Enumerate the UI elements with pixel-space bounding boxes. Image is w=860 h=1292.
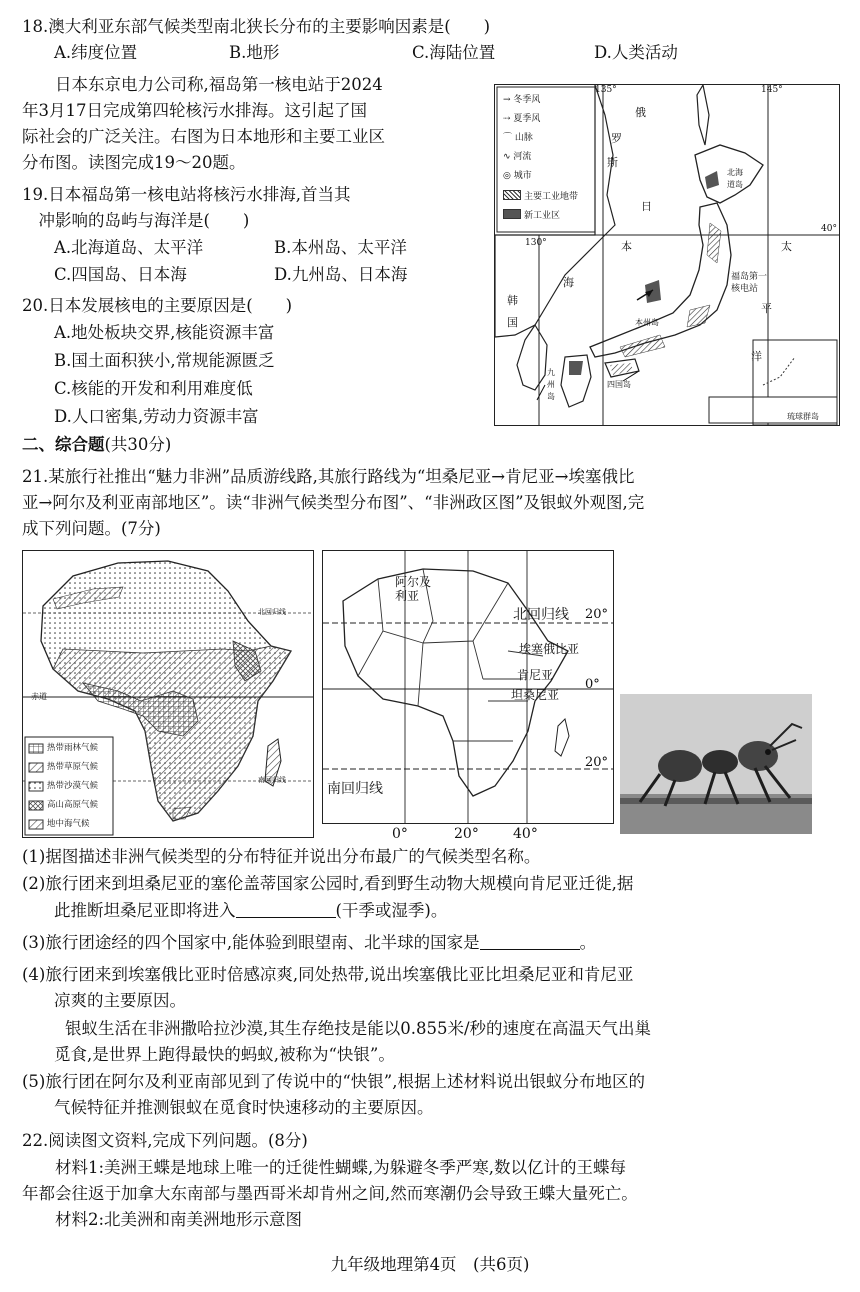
label-sea-2: 本 [621,240,632,253]
japan-legend-summer-label: 夏季风 [513,114,541,124]
japan-legend-winter-monsoon: → 冬季风 [503,95,541,105]
q18-option-c: C.海陆位置 [412,43,496,62]
africa-climate-map [22,550,314,838]
label-pacific-1: 太 [781,240,792,253]
q20-option-d: D.人口密集,劳动力资源丰富 [54,407,259,426]
q21-part-3-prefix: (3)旅行团途经的四个国家中,能体验到眼望南、北半球的国家是 [22,933,480,952]
label-hokkaido: 北海道岛 [727,168,743,189]
q19-stem-1: 19.日本福岛第一核电站将核污水排海,首当其 [22,185,351,204]
q21-part-2-line-2 [54,900,447,922]
climate-equator-label: 赤道 [31,692,47,701]
section2-heading [22,434,171,456]
q21-part-5-line-1: (5)旅行团在阿尔及利亚南部见到了传说中的“快银”,根据上述材料说出银蚁分布地区的 [22,1072,645,1091]
japan-legend-city-label: 城市 [513,171,532,181]
label-korea-1: 韩 [507,294,518,307]
q22-material-2: 材料2:北美洲和南美洲地形示意图 [22,1210,303,1229]
legend-savanna: 热带草原气候 [47,762,99,772]
section2-score: (共30分) [104,435,172,454]
label-sea-1: 日 [641,200,652,213]
silver-ant-photo [620,694,812,834]
q21-part-3-answer-blank[interactable] [480,933,580,950]
japan-legend-river-label: 河流 [513,152,532,162]
q19-stem-2: 冲影响的岛屿与海洋是( ) [22,211,250,230]
q21-part-3 [22,932,596,954]
q19-option-d: D.九州岛、日本海 [274,265,408,284]
label-shikoku: 四国岛 [607,380,631,389]
japan-map [494,84,840,426]
q21-part-2-line-1: (2)旅行团来到坦桑尼亚的塞伦盖蒂国家公园时,看到野生动物大规模向肯尼亚迁徙,据 [22,874,634,893]
q20-stem: 20.日本发展核电的主要原因是( ) [22,296,293,315]
label-pacific-3: 洋 [751,350,762,363]
q22-stem: 22.阅读图文资料,完成下列问题。(8分) [22,1131,308,1150]
q21-stem-1: 21.某旅行社推出“魅力非洲”品质游线路,其旅行路线为“坦桑尼亚→肯尼亚→埃塞俄比 [22,467,635,486]
q20-option-a: A.地处板块交界,核能资源丰富 [54,323,275,342]
q21-part-4-line-1: (4)旅行团来到埃塞俄比亚时倍感凉爽,同处热带,说出埃塞俄比亚比坦桑尼亚和肯尼亚 [22,965,634,984]
q20-option-c: C.核能的开发和利用难度低 [54,379,253,398]
q21-part-3-suffix: 。 [579,933,597,952]
page-footer: 九年级地理第4页 (共6页) [330,1255,530,1274]
q18-option-a: A.纬度位置 [54,43,138,62]
label-korea-2: 国 [507,316,518,329]
label-ethiopia: 埃塞俄比亚 [519,642,580,656]
lat-20n-label: 20° [585,607,609,622]
label-tropic-capricorn: 南回归线 [327,781,383,797]
japan-legend-summer-monsoon: ⇢ 夏季风 [503,114,541,124]
q18-option-d: D.人类活动 [594,43,678,62]
q21-part-2-answer-blank[interactable] [236,901,336,918]
q21-part-2-suffix: (干季或湿季)。 [335,901,448,920]
legend-rainforest: 热带雨林气候 [47,743,99,753]
legend-mediterranean: 地中海气候 [47,819,90,829]
climate-tropic-s-label: 南回归线 [258,776,286,784]
silver-ant-drawing [620,694,812,834]
q19-option-b: B.本州岛、太平洋 [274,238,407,257]
japan-legend-city: ◎ 城市 [503,171,532,181]
japan-legend-winter-label: 冬季风 [513,95,541,105]
japan-legend-mountain-label: 山脉 [514,133,533,143]
japan-legend-industrial-belt [503,190,578,203]
lat-40-label: 40° [821,224,837,234]
label-russia-2: 罗 [611,132,622,145]
q21-stem-3: 成下列问题。(7分) [22,519,161,538]
q19-option-a: A.北海道岛、太平洋 [54,238,204,257]
label-tanzania: 坦桑尼亚 [511,688,560,702]
africa-climate-drawing [23,551,313,837]
africa-political-map [322,550,614,824]
lon-0-label: 0° [392,826,408,842]
q18-stem: 18.澳大利亚东部气候类型南北狭长分布的主要影响因素是( ) [22,17,491,36]
q21-part-4-line-2: 凉爽的主要原因。 [54,991,186,1010]
label-sea-3: 海 [563,276,574,289]
q21-stem-2: 亚→阿尔及利亚南部地区”。读“非洲气候类型分布图”、“非洲政区图”及银蚁外观图,完 [22,493,645,512]
q19-option-c: C.四国岛、日本海 [54,265,187,284]
q21-part-5-line-2: 气候特征并推测银蚁在觅食时快速移动的主要原因。 [54,1098,434,1117]
lon-135-label: 135° [595,85,617,95]
legend-desert: 热带沙漠气候 [47,781,99,791]
q22-material-1-line-2: 年都会往返于加拿大东南部与墨西哥米却肯州之间,然而寒潮仍会导致王蝶大量死亡。 [22,1184,638,1203]
legend-highland: 高山高原气候 [47,800,99,810]
q21-material-line-2: 觅食,是世界上跑得最快的蚂蚁,被称为“快银”。 [54,1045,395,1064]
q20-option-b: B.国土面积狭小,常规能源匮乏 [54,351,275,370]
label-russia-1: 俄 [635,106,646,119]
label-fukushima-plant: 福岛第一核电站 [731,272,768,294]
label-honshu: 本州岛 [635,318,659,327]
label-kenya: 肯尼亚 [517,668,554,682]
intro-line-2: 年3月17日完成第四轮核污水排海。这引起了国 [22,101,367,120]
japan-legend-new-industrial-label: 新工业区 [524,211,561,221]
lon-40-label: 40° [513,826,538,842]
lat-20s-label: 20° [585,755,609,770]
lat-0-label: 0° [585,677,600,692]
label-algeria: 阿尔及利亚 [395,575,432,603]
label-russia-3: 斯 [607,156,618,169]
label-ryukyu: 琉球群岛 [787,412,819,421]
q21-part-2-prefix: 此推断坦桑尼亚即将进入 [54,901,236,920]
intro-line-4: 分布图。读图完成19～20题。 [22,153,246,172]
lon-145-label: 145° [761,85,783,95]
japan-legend-river: ∿ 河流 [503,152,532,162]
intro-line-3: 际社会的广泛关注。右图为日本地形和主要工业区 [22,127,385,146]
intro-line-1: 日本东京电力公司称,福岛第一核电站于2024 [22,75,383,94]
japan-legend-industrial-label: 主要工业地带 [524,192,579,202]
japan-legend-new-industrial [503,209,560,222]
q21-material-line-1: 银蚁生活在非洲撒哈拉沙漠,其生存绝技是能以0.855米/秒的速度在高温天气出巢 [32,1019,652,1038]
q22-material-1-line-1: 材料1:美洲王蝶是地球上唯一的迁徙性蝴蝶,为躲避冬季严寒,数以亿计的王蝶每 [22,1158,627,1177]
lon-20-label: 20° [454,826,479,842]
lon-130-label: 130° [525,238,547,248]
label-pacific-2: 平 [761,302,772,315]
japan-legend-mountain: ⌒ 山脉 [503,133,533,143]
q21-part-1: (1)据图描述非洲气候类型的分布特征并说出分布最广的气候类型名称。 [22,847,541,866]
label-kyushu: 九州岛 [547,368,555,401]
q18-option-b: B.地形 [229,43,280,62]
section2-title: 二、综合题 [22,435,105,454]
label-tropic-cancer: 北回归线 [513,607,569,623]
climate-tropic-n-label: 北回归线 [258,608,286,616]
